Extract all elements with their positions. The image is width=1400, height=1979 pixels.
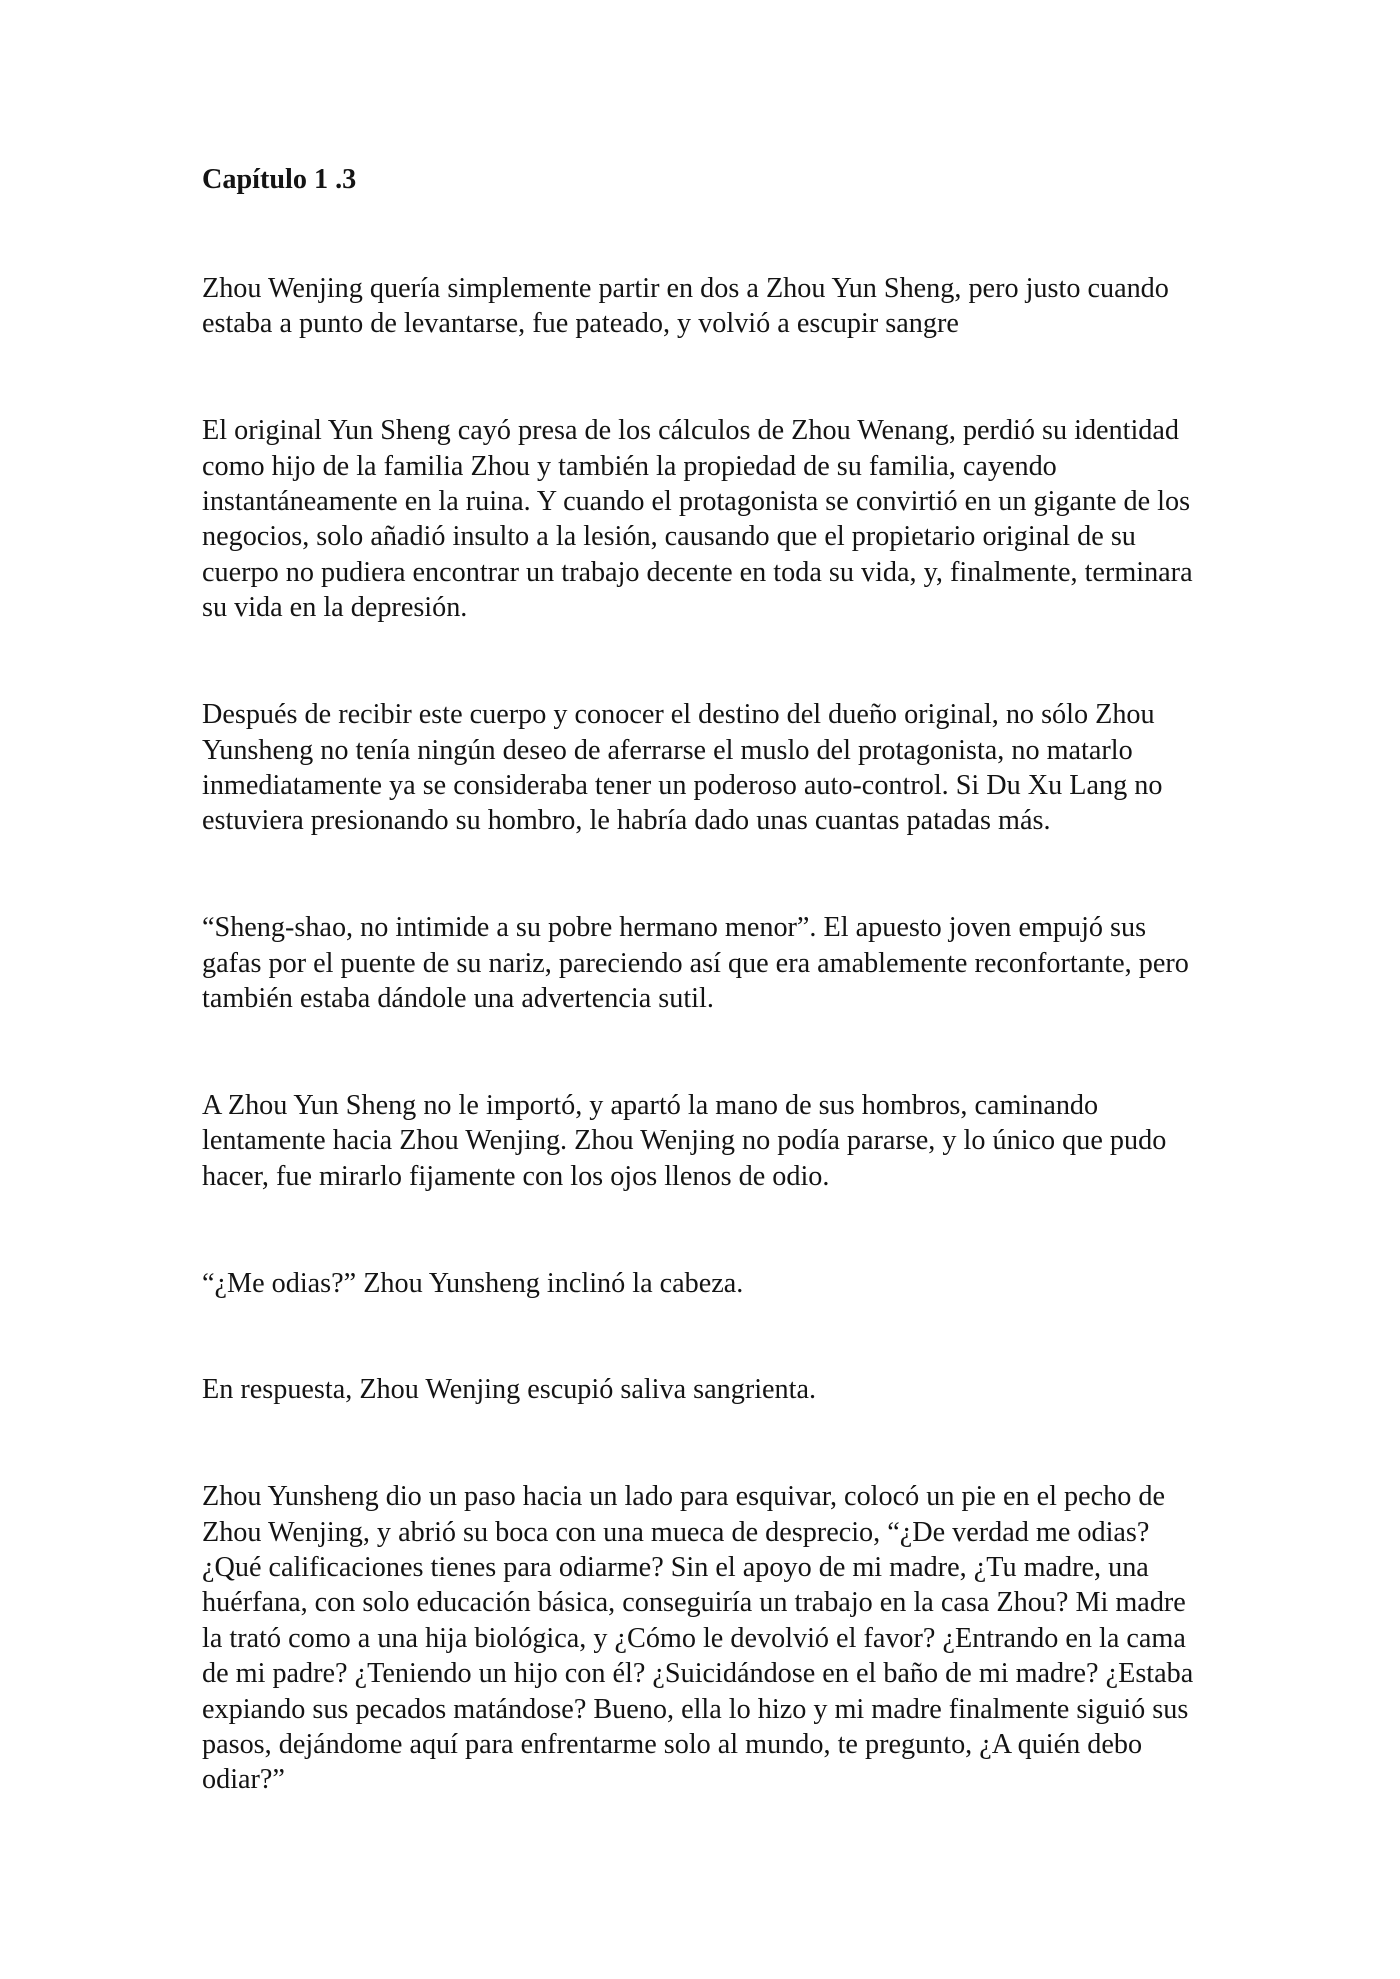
paragraph	[202, 910, 1400, 1016]
text-line: “¿Me odias?” Zhou Yunsheng inclinó la cabeza.	[202, 1267, 744, 1299]
text-line: huérfana, con solo educación básica, conseguiría un trabajo en la casa Zhou? Mi madre	[202, 1587, 1186, 1619]
paragraph	[202, 1479, 1400, 1798]
text-line: instantáneamente en la ruina. Y cuando el protagonista se convirtió en un gigante de los	[202, 486, 1191, 518]
text-line: Yunsheng no tenía ningún deseo de aferrarse el muslo del protagonista, no matarlo	[202, 734, 1133, 766]
text-line: odiar?”	[202, 1764, 285, 1796]
text-line: Zhou Wenjing, y abrió su boca con una mueca de desprecio, “¿De verdad me odias?	[202, 1516, 1150, 1548]
paragraph	[202, 1266, 1400, 1301]
text-line: cuerpo no pudiera encontrar un trabajo decente en toda su vida, y, finalmente, terminara	[202, 556, 1193, 588]
paragraph	[202, 697, 1400, 839]
chapter-title: Capítulo 1 .3	[202, 164, 357, 195]
text-line: negocios, solo añadió insulto a la lesión, causando que el propietario original de su	[202, 521, 1136, 553]
text-line: A Zhou Yun Sheng no le importó, y apartó la mano de sus hombros, caminando	[202, 1089, 1099, 1121]
text-line: Zhou Yunsheng dio un paso hacia un lado para esquivar, colocó un pie en el pecho de	[202, 1481, 1165, 1513]
text-line: En respuesta, Zhou Wenjing escupió saliva sangrienta.	[202, 1374, 817, 1406]
paragraph	[202, 413, 1400, 625]
text-line: El original Yun Sheng cayó presa de los cálculos de Zhou Wenang, perdió su identidad	[202, 415, 1180, 447]
text-line: estaba a punto de levantarse, fue pateado, y volvió a escupir sangre	[202, 308, 959, 340]
text-line: ¿Qué calificaciones tienes para odiarme? Sin el apoyo de mi madre, ¿Tu madre, una	[202, 1552, 1149, 1584]
paragraph	[202, 1088, 1400, 1194]
text-line: su vida en la depresión.	[202, 592, 468, 624]
text-line: estuviera presionando su hombro, le habría dado unas cuantas patadas más.	[202, 805, 1051, 837]
paragraph	[202, 1372, 1400, 1407]
text-line: Después de recibir este cuerpo y conocer el destino del dueño original, no sólo Zhou	[202, 699, 1155, 731]
text-line: pasos, dejándome aquí para enfrentarme solo al mundo, te pregunto, ¿A quién debo	[202, 1729, 1143, 1761]
text-line: lentamente hacia Zhou Wenjing. Zhou Wenjing no podía pararse, y lo único que pudo	[202, 1125, 1167, 1157]
text-line: gafas por el puente de su nariz, pareciendo así que era amablemente reconfortante, pero	[202, 947, 1189, 979]
text-line: expiando sus pecados matándose? Bueno, ella lo hizo y mi madre finalmente siguió sus	[202, 1693, 1189, 1725]
text-line: hacer, fue mirarlo fijamente con los ojos llenos de odio.	[202, 1160, 830, 1192]
text-line: también estaba dándole una advertencia sutil.	[202, 982, 714, 1014]
text-line: de mi padre? ¿Teniendo un hijo con él? ¿Suicidándose en el baño de mi madre? ¿Estaba	[202, 1658, 1194, 1690]
text-line: Zhou Wenjing quería simplemente partir en dos a Zhou Yun Sheng, pero justo cuando	[202, 273, 1169, 304]
text-line: la trató como a una hija biológica, y ¿Cómo le devolvió el favor? ¿Entrando en la cama	[202, 1622, 1186, 1654]
paragraph	[202, 271, 1400, 342]
text-line: inmediatamente ya se consideraba tener un poderoso auto-control. Si Du Xu Lang no	[202, 769, 1163, 801]
text-line: como hijo de la familia Zhou y también la propiedad de su familia, cayendo	[202, 450, 1057, 482]
text-line: “Sheng-shao, no intimide a su pobre hermano menor”. El apuesto joven empujó sus	[202, 912, 1147, 944]
